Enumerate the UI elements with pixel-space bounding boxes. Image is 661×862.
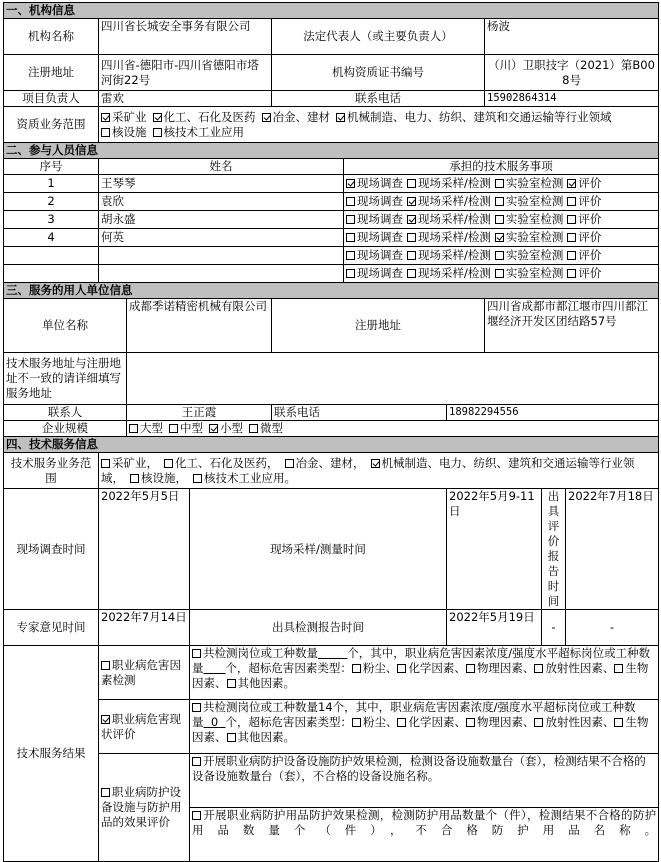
qual-scope-option[interactable]	[262, 110, 331, 124]
result-detection-label: 职业病危害因素检测	[99, 646, 190, 700]
detection-hazard-type-checkbox[interactable]	[227, 679, 236, 688]
unit-reg-addr-label: 注册地址	[272, 299, 485, 353]
detection-hazard-type-label: 放射性因素、	[545, 661, 615, 675]
qual-scope-checkbox[interactable]	[336, 113, 345, 122]
staff-task-checkbox[interactable]	[407, 269, 416, 278]
section-1-title: 一、机构信息	[4, 3, 659, 19]
staff-task-label: 现场采样/检测	[418, 266, 491, 280]
dash-cell-2: -	[566, 610, 659, 646]
staff-task-label: 现场调查	[357, 248, 403, 262]
staff-task-label: 实验室检测	[505, 212, 564, 226]
staff-no: 1	[4, 175, 99, 193]
detection-hazard-type-checkbox[interactable]	[466, 664, 475, 673]
service-scope-label: 技术服务业务范围	[4, 453, 99, 489]
staff-task-checkbox[interactable]	[346, 269, 355, 278]
pm-label: 项目负责人	[4, 91, 99, 107]
evaluation-hazard-type-label: 放射性因素、	[545, 715, 615, 729]
results-label: 技术服务结果	[4, 646, 99, 862]
expert-time-label: 专家意见时间	[4, 610, 99, 646]
detection-hazard-type-checkbox[interactable]	[614, 664, 623, 673]
staff-task-option[interactable]	[495, 176, 564, 190]
qual-scope-option[interactable]	[153, 110, 256, 124]
staff-task-option[interactable]	[495, 230, 564, 244]
staff-task-label: 现场采样/检测	[418, 194, 491, 208]
evaluation-hazard-type-checkbox[interactable]	[397, 718, 406, 727]
evaluation-hazard-type-checkbox[interactable]	[227, 733, 236, 742]
detection-hazard-type-checkbox[interactable]	[352, 664, 361, 673]
detection-hazard-type-option[interactable]	[352, 661, 398, 675]
evaluation-hazard-type-option[interactable]	[352, 715, 398, 729]
staff-task-option[interactable]	[495, 194, 564, 208]
staff-task-checkbox[interactable]	[346, 179, 355, 188]
service-scope-option-label: 核设施，	[141, 470, 187, 485]
staff-tasks	[344, 211, 659, 229]
enterprise-size-checkbox[interactable]	[129, 424, 138, 433]
staff-task-checkbox[interactable]	[567, 179, 576, 188]
qual-scope-option-label: 核设施	[112, 124, 147, 139]
protection-ppe-checkbox[interactable]	[192, 811, 201, 820]
staff-task-option[interactable]	[407, 212, 491, 226]
staff-task-option[interactable]	[495, 266, 564, 280]
protection-equipment-checkbox[interactable]	[192, 757, 201, 766]
staff-task-option[interactable]	[407, 248, 491, 262]
service-scope-option[interactable]	[285, 456, 365, 470]
qual-scope-option-label: 核技术工业应用	[163, 124, 244, 139]
staff-task-checkbox[interactable]	[407, 215, 416, 224]
staff-task-option[interactable]	[567, 194, 601, 208]
staff-task-option[interactable]	[407, 230, 491, 244]
enterprise-size-option-label: 小型	[220, 421, 243, 435]
size-label: 企业规模	[4, 421, 127, 437]
staff-row	[4, 175, 659, 193]
evaluation-hazard-type-label: 其他因素。	[237, 730, 295, 744]
filing-form-table	[3, 2, 659, 862]
eval-report-label: 出具评价报告时间	[542, 489, 566, 610]
staff-task-option[interactable]	[567, 212, 601, 226]
result-protection-ppe-text: 开展职业病防护用品防护效果检测，检测防护用品数量个（件），检测结果不合格的防护用品数量个（件），不合格防护用品名称。	[190, 808, 659, 862]
service-scope-checkbox[interactable]	[371, 459, 380, 468]
qual-scope-option[interactable]	[153, 125, 245, 139]
expert-time-value: 2022年7月14日	[99, 610, 190, 646]
pm-value: 雷欢	[99, 91, 272, 107]
service-scope-option-label: 采矿业，	[112, 455, 158, 470]
size-options	[127, 421, 659, 437]
service-scope-option-label: 化工、石化及医药，	[175, 455, 279, 470]
service-scope-checkbox[interactable]	[164, 459, 173, 468]
staff-task-checkbox[interactable]	[567, 197, 576, 206]
staff-task-checkbox[interactable]	[495, 215, 504, 224]
staff-row	[4, 211, 659, 229]
detection-hazard-type-option[interactable]	[227, 676, 296, 690]
result-detection-checkbox[interactable]	[101, 661, 110, 670]
phone-label: 联系电话	[272, 91, 485, 107]
detection-hazard-type-label: 化学因素、	[408, 661, 466, 675]
staff-task-checkbox[interactable]	[407, 197, 416, 206]
staff-task-checkbox[interactable]	[495, 233, 504, 242]
staff-tasks	[344, 229, 659, 247]
cert-value: （川）卫职技字（2021）第B008号	[485, 55, 659, 91]
qual-scope-option[interactable]	[101, 110, 147, 124]
staff-task-label: 现场调查	[357, 230, 403, 244]
staff-task-option[interactable]	[346, 176, 403, 190]
test-report-value: 2022年5月19日	[447, 610, 542, 646]
org-name-value: 四川省长城安全事务有限公司	[99, 19, 272, 55]
staff-task-option[interactable]	[407, 194, 491, 208]
staff-task-option[interactable]	[346, 212, 403, 226]
staff-task-label: 评价	[578, 266, 602, 280]
staff-task-checkbox[interactable]	[495, 269, 504, 278]
qual-scope-checkbox[interactable]	[153, 113, 162, 122]
staff-name	[99, 265, 344, 283]
enterprise-size-checkbox[interactable]	[249, 424, 258, 433]
evaluation-hazard-type-label: 生物因素、	[192, 715, 649, 744]
section-4-title: 四、技术服务信息	[4, 437, 659, 453]
result-detection-inner-checkbox[interactable]	[192, 649, 201, 658]
reg-addr-label: 注册地址	[4, 55, 99, 91]
staff-name	[99, 247, 344, 265]
evaluation-hazard-type-checkbox[interactable]	[352, 718, 361, 727]
evaluation-hazard-type-checkbox[interactable]	[534, 718, 543, 727]
service-scope-options	[99, 453, 659, 489]
evaluation-hazard-type-checkbox[interactable]	[466, 718, 475, 727]
staff-task-option[interactable]	[346, 248, 403, 262]
detection-hazard-type-checkbox[interactable]	[534, 664, 543, 673]
dash-cell-1: -	[542, 610, 566, 646]
staff-task-label: 评价	[578, 194, 602, 208]
service-scope-option-label: 冶金、建材，	[295, 455, 365, 470]
eval-report-value: 2022年7月18日	[566, 489, 659, 610]
col-header-no: 序号	[4, 159, 99, 175]
staff-task-checkbox[interactable]	[567, 215, 576, 224]
staff-task-label: 评价	[578, 212, 602, 226]
staff-task-label: 实验室检测	[505, 266, 564, 280]
staff-task-checkbox[interactable]	[407, 233, 416, 242]
detection-hazard-type-label: 其他因素。	[237, 676, 295, 690]
service-scope-checkbox[interactable]	[193, 474, 202, 483]
service-scope-option[interactable]	[164, 456, 279, 470]
enterprise-size-option[interactable]	[169, 421, 203, 435]
enterprise-size-option[interactable]	[249, 421, 283, 435]
staff-name: 何英	[99, 229, 344, 247]
staff-name: 王琴琴	[99, 175, 344, 193]
staff-task-option[interactable]	[407, 176, 491, 190]
col-header-name: 姓名	[99, 159, 344, 175]
qual-scope-checkbox[interactable]	[101, 128, 110, 137]
staff-task-checkbox[interactable]	[346, 197, 355, 206]
staff-row	[4, 247, 659, 265]
section-2-title: 二、参与人员信息	[4, 143, 659, 159]
unit-name-label: 单位名称	[4, 299, 127, 353]
result-evaluation-checkbox[interactable]	[101, 715, 110, 724]
staff-task-label: 实验室检测	[505, 230, 564, 244]
qual-scope-checkbox[interactable]	[101, 113, 110, 122]
staff-task-checkbox[interactable]	[495, 179, 504, 188]
evaluation-hazard-type-label: 化学因素、	[408, 715, 466, 729]
result-detection-text: 共检测岗位或工种数量 个，其中，职业病危害因素浓度/强度水平超标岗位或工种数量 个，超标危害因素类型： 粉尘、 化学因素、 物理因素、 放射性因素、 生物因素、 其他因素。	[190, 646, 659, 700]
staff-task-checkbox[interactable]	[567, 269, 576, 278]
staff-task-option[interactable]	[495, 212, 564, 226]
service-addr-label: 技术服务地址与注册地址不一致的请详细填写服务地址	[4, 353, 127, 405]
legal-rep-label: 法定代表人（或主要负责人）	[272, 19, 485, 55]
staff-tasks	[344, 265, 659, 283]
staff-tasks	[344, 193, 659, 211]
staff-tasks	[344, 247, 659, 265]
staff-no: 3	[4, 211, 99, 229]
cert-label: 机构资质证书编号	[272, 55, 485, 91]
staff-task-checkbox[interactable]	[407, 251, 416, 260]
qual-scope-label: 资质业务范围	[4, 107, 99, 143]
qual-scope-checkbox[interactable]	[153, 128, 162, 137]
service-scope-checkbox[interactable]	[285, 459, 294, 468]
staff-task-label: 实验室检测	[505, 248, 564, 262]
staff-task-option[interactable]	[495, 248, 564, 262]
section-3-title: 三、服务的用人单位信息	[4, 283, 659, 299]
evaluation-hazard-type-checkbox[interactable]	[614, 718, 623, 727]
service-scope-checkbox[interactable]	[130, 474, 139, 483]
qual-scope-option[interactable]	[101, 125, 147, 139]
staff-row	[4, 265, 659, 283]
staff-task-label: 现场调查	[357, 212, 403, 226]
detection-hazard-type-option[interactable]	[534, 661, 614, 675]
staff-row	[4, 229, 659, 247]
enterprise-size-checkbox[interactable]	[169, 424, 178, 433]
service-scope-option[interactable]	[101, 456, 158, 470]
detection-hazard-type-checkbox[interactable]	[397, 664, 406, 673]
qual-scope-checkbox[interactable]	[262, 113, 271, 122]
enterprise-size-option-label: 大型	[140, 421, 163, 435]
legal-rep-value: 杨波	[485, 19, 659, 55]
enterprise-size-option-label: 中型	[180, 421, 203, 435]
staff-task-checkbox[interactable]	[346, 251, 355, 260]
qual-scope-option-label: 采矿业	[112, 109, 147, 124]
org-name-label: 机构名称	[4, 19, 99, 55]
qual-scope-option-label: 机械制造、电力、纺织、建筑和交通运输等行业领域	[347, 109, 612, 124]
contact-value: 王正霞	[127, 405, 272, 421]
staff-task-label: 现场采样/检测	[418, 248, 491, 262]
survey-time-value: 2022年5月5日	[99, 489, 190, 610]
staff-task-label: 现场采样/检测	[418, 212, 491, 226]
evaluation-hazard-type-option[interactable]	[397, 715, 466, 729]
staff-no	[4, 265, 99, 283]
survey-time-label: 现场调查时间	[4, 489, 99, 610]
staff-name: 胡永盛	[99, 211, 344, 229]
staff-task-option[interactable]	[567, 230, 601, 244]
enterprise-size-option[interactable]	[209, 421, 243, 435]
qual-scope-option-label: 化工、石化及医药	[163, 109, 256, 124]
staff-task-checkbox[interactable]	[407, 179, 416, 188]
detection-hazard-type-label: 粉尘、	[362, 661, 398, 675]
service-addr-value	[127, 353, 659, 405]
reg-addr-value: 四川省-德阳市-四川省德阳市塔河街22号	[99, 55, 272, 91]
staff-task-label: 现场调查	[357, 176, 403, 190]
staff-name: 袁欣	[99, 193, 344, 211]
staff-task-checkbox[interactable]	[346, 233, 355, 242]
col-header-task: 承担的技术服务事项	[344, 159, 659, 175]
qual-scope-option-label: 冶金、建材	[272, 109, 330, 124]
result-protection-label: 职业病防护设备设施与防护用品的效果评价	[99, 754, 190, 862]
staff-task-option[interactable]	[346, 230, 403, 244]
staff-task-label: 评价	[578, 248, 602, 262]
result-evaluation-label: 职业病危害现状评价	[99, 700, 190, 754]
staff-task-label: 实验室检测	[505, 176, 564, 190]
staff-task-label: 现场调查	[357, 194, 403, 208]
enterprise-size-checkbox[interactable]	[209, 424, 218, 433]
unit-reg-addr-value: 四川省成都市都江堰市四川都江堰经济开发区团结路57号	[485, 299, 659, 353]
unit-phone-value: 18982294556	[447, 405, 659, 421]
enterprise-size-option-label: 微型	[260, 421, 283, 435]
staff-task-option[interactable]	[407, 266, 491, 280]
staff-no: 2	[4, 193, 99, 211]
evaluation-hazard-type-option[interactable]	[227, 730, 296, 744]
result-evaluation-text: 共检测岗位或工种数量14个，其中，职业病危害因素浓度/强度水平超标岗位或工种数量 0 个，超标危害因素类型： 粉尘、 化学因素、 物理因素、 放射性因素、 生物因素、 其他因素。	[190, 700, 659, 754]
qual-scope-options	[99, 107, 659, 143]
result-protection-equipment-text: 开展职业病防护设备设施防护效果检测，检测设备设施数量台（套），检测结果不合格的设备设施数量台（套），不合格的设备设施名称。	[190, 754, 659, 808]
evaluation-hazard-type-label: 粉尘、	[362, 715, 398, 729]
contact-label: 联系人	[4, 405, 127, 421]
staff-task-label: 现场采样/检测	[418, 230, 491, 244]
staff-task-option[interactable]	[346, 194, 403, 208]
unit-name-value: 成都季诺精密机械有限公司	[127, 299, 272, 353]
staff-task-label: 实验室检测	[505, 194, 564, 208]
service-scope-option-label: 机械制造、电力、纺织、建筑和交通运输等行业领域，	[101, 455, 635, 485]
staff-task-label: 评价	[578, 176, 602, 190]
staff-task-checkbox[interactable]	[495, 251, 504, 260]
result-evaluation-inner-checkbox[interactable]	[192, 703, 201, 712]
staff-task-label: 现场调查	[357, 266, 403, 280]
evaluation-hazard-type-option[interactable]	[466, 715, 535, 729]
detection-hazard-type-option[interactable]	[397, 661, 466, 675]
service-scope-option[interactable]	[130, 471, 187, 485]
sample-time-label: 现场采样/测量时间	[190, 489, 447, 610]
unit-phone-label: 联系电话	[272, 405, 447, 421]
staff-task-option[interactable]	[346, 266, 403, 280]
eval-post-count: 14	[318, 700, 333, 714]
staff-task-label: 评价	[578, 230, 602, 244]
detection-hazard-type-label: 生物因素、	[192, 661, 649, 690]
staff-no	[4, 247, 99, 265]
detection-hazard-type-option[interactable]	[466, 661, 535, 675]
staff-task-option[interactable]	[567, 248, 601, 262]
staff-task-checkbox[interactable]	[495, 197, 504, 206]
service-scope-option-label: 核技术工业应用。	[204, 470, 296, 485]
evaluation-hazard-type-label: 物理因素、	[476, 715, 535, 729]
staff-tasks	[344, 175, 659, 193]
sample-time-value: 2022年5月9-11日	[447, 489, 542, 610]
enterprise-size-option[interactable]	[129, 421, 163, 435]
staff-task-checkbox[interactable]	[346, 215, 355, 224]
staff-task-option[interactable]	[567, 176, 601, 190]
evaluation-hazard-type-option[interactable]	[534, 715, 614, 729]
service-scope-option[interactable]	[193, 471, 296, 485]
staff-row	[4, 193, 659, 211]
test-report-label: 出具检测报告时间	[190, 610, 447, 646]
qual-scope-option[interactable]	[336, 110, 612, 124]
detection-hazard-type-label: 物理因素、	[476, 661, 535, 675]
service-scope-checkbox[interactable]	[101, 459, 110, 468]
staff-no: 4	[4, 229, 99, 247]
staff-task-label: 现场采样/检测	[418, 176, 491, 190]
staff-task-checkbox[interactable]	[567, 233, 576, 242]
eval-exceed-count: 0	[210, 715, 219, 729]
phone-value: 15902864314	[485, 91, 659, 107]
staff-task-checkbox[interactable]	[567, 251, 576, 260]
staff-task-option[interactable]	[567, 266, 601, 280]
